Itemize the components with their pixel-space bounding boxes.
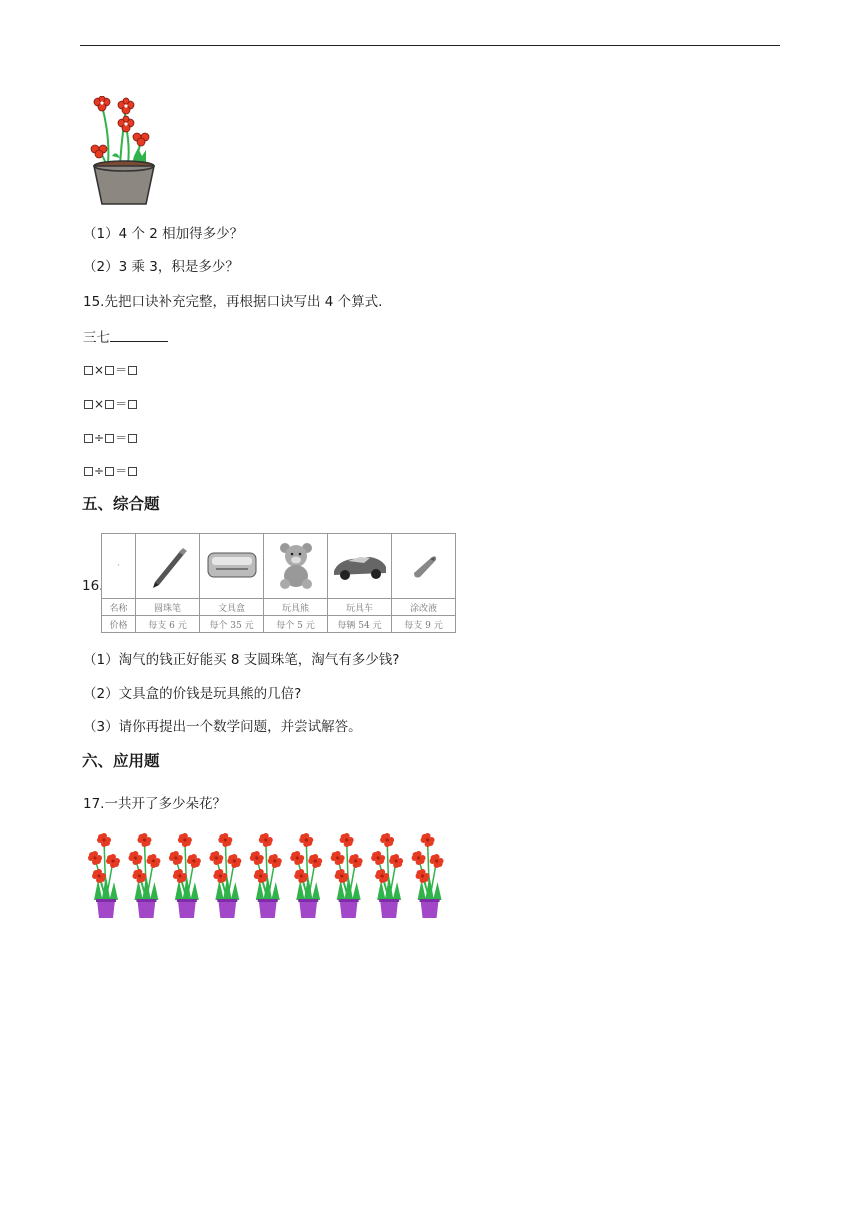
- answer-box[interactable]: [128, 467, 137, 476]
- flower: [250, 851, 264, 865]
- flower-pot: [250, 833, 282, 918]
- flower: [380, 833, 394, 847]
- section5-title: 五、综合题: [82, 495, 160, 513]
- flower: [375, 869, 389, 883]
- flower: [430, 854, 444, 868]
- item-price: 每支 9 元: [392, 616, 456, 633]
- answer-box[interactable]: [105, 366, 114, 375]
- flower-pot: [412, 833, 444, 918]
- flower: [268, 854, 282, 868]
- flower: [308, 854, 322, 868]
- equation-row: × ＝: [83, 361, 138, 379]
- flower: [92, 869, 106, 883]
- q16-number: 16.: [82, 578, 104, 594]
- answer-box[interactable]: [84, 434, 93, 443]
- q15-rhyme: 三七: [83, 330, 110, 346]
- item-name: 玩具熊: [264, 599, 328, 616]
- flower: [213, 869, 227, 883]
- flower-pot: [371, 833, 403, 918]
- q16-sub1: （1）淘气的钱正好能买 8 支圆珠笔，淘气有多少钱?: [83, 652, 400, 668]
- item-name: 文具盒: [200, 599, 264, 616]
- flower: [218, 833, 232, 847]
- flower: [137, 833, 151, 847]
- correction-fluid-icon: [404, 545, 444, 585]
- flower: [187, 854, 201, 868]
- flower-pot: [331, 833, 363, 918]
- answer-box[interactable]: [84, 366, 93, 375]
- rhyme-answer-blank[interactable]: [110, 327, 168, 342]
- q15-prompt: 15.先把口诀补充完整，再根据口诀写出 4 个算式.: [83, 294, 383, 310]
- flower: [335, 869, 349, 883]
- answer-box[interactable]: [105, 400, 114, 409]
- flower: [254, 869, 268, 883]
- pencil-case-icon: [204, 543, 260, 587]
- answer-box[interactable]: [84, 400, 93, 409]
- answer-box[interactable]: [84, 467, 93, 476]
- q16-sub2: （2）文具盒的价钱是玩具熊的几倍?: [83, 686, 302, 702]
- flower: [173, 869, 187, 883]
- section6-title: 六、应用题: [82, 752, 160, 770]
- flower-pot: [128, 833, 160, 918]
- item-price: 每个 35 元: [200, 616, 264, 633]
- item-price: 每支 6 元: [136, 616, 200, 633]
- flower: [331, 851, 345, 865]
- flower: [416, 869, 430, 883]
- flower: [412, 851, 426, 865]
- flower-pot-image: [86, 96, 166, 208]
- item-price: 每辆 54 元: [328, 616, 392, 633]
- q14-sub2: （2）3 乘 3，积是多少？: [83, 259, 239, 275]
- answer-box[interactable]: [105, 434, 114, 443]
- item-name: 涂改液: [392, 599, 456, 616]
- flower-pots-image: [84, 828, 448, 920]
- item-name: 圆珠笔: [136, 599, 200, 616]
- flower: [227, 854, 241, 868]
- answer-box[interactable]: [128, 400, 137, 409]
- answer-box[interactable]: [105, 467, 114, 476]
- toy-car-icon: [330, 545, 390, 585]
- equation-row: × ＝: [83, 395, 138, 413]
- flower: [88, 851, 102, 865]
- flower: [132, 869, 146, 883]
- flower: [371, 851, 385, 865]
- flower-pot: [209, 833, 241, 918]
- row-header-name: 名称: [102, 599, 136, 616]
- flower: [128, 851, 142, 865]
- flower: [340, 833, 354, 847]
- item-name: 玩具车: [328, 599, 392, 616]
- flower: [389, 854, 403, 868]
- q16-sub3: （3）请你再提出一个数学问题，并尝试解答。: [83, 719, 362, 735]
- flower-pot: [169, 833, 201, 918]
- flower: [146, 854, 160, 868]
- flower: [290, 851, 304, 865]
- flower: [294, 869, 308, 883]
- flower: [259, 833, 273, 847]
- teddy-bear-icon: [274, 540, 318, 590]
- equation-row: ÷ ＝: [83, 462, 138, 480]
- price-table: · 名称 圆珠笔 文具盒 玩具熊 玩具车 涂改液 价格 每支 6 元 每个 35 元 每个 5 元 每辆 54 元 每支 9 元: [101, 533, 456, 633]
- item-price: 每个 5 元: [264, 616, 328, 633]
- flower-pot: [88, 833, 120, 918]
- flower: [169, 851, 183, 865]
- q17-prompt: 17.一共开了多少朵花？: [83, 796, 226, 812]
- header-rule: [80, 45, 780, 46]
- flower: [97, 833, 111, 847]
- flower: [178, 833, 192, 847]
- pen-icon: [143, 540, 193, 590]
- answer-box[interactable]: [128, 434, 137, 443]
- row-header-price: 价格: [102, 616, 136, 633]
- flower: [106, 854, 120, 868]
- flower: [349, 854, 363, 868]
- q14-sub1: （1）4 个 2 相加得多少？: [83, 226, 244, 242]
- flower: [209, 851, 223, 865]
- q15-rhyme-line: [83, 327, 168, 347]
- flower: [299, 833, 313, 847]
- flower-pot: [290, 833, 322, 918]
- flower: [421, 833, 435, 847]
- equation-row: ÷ ＝: [83, 429, 138, 447]
- answer-box[interactable]: [128, 366, 137, 375]
